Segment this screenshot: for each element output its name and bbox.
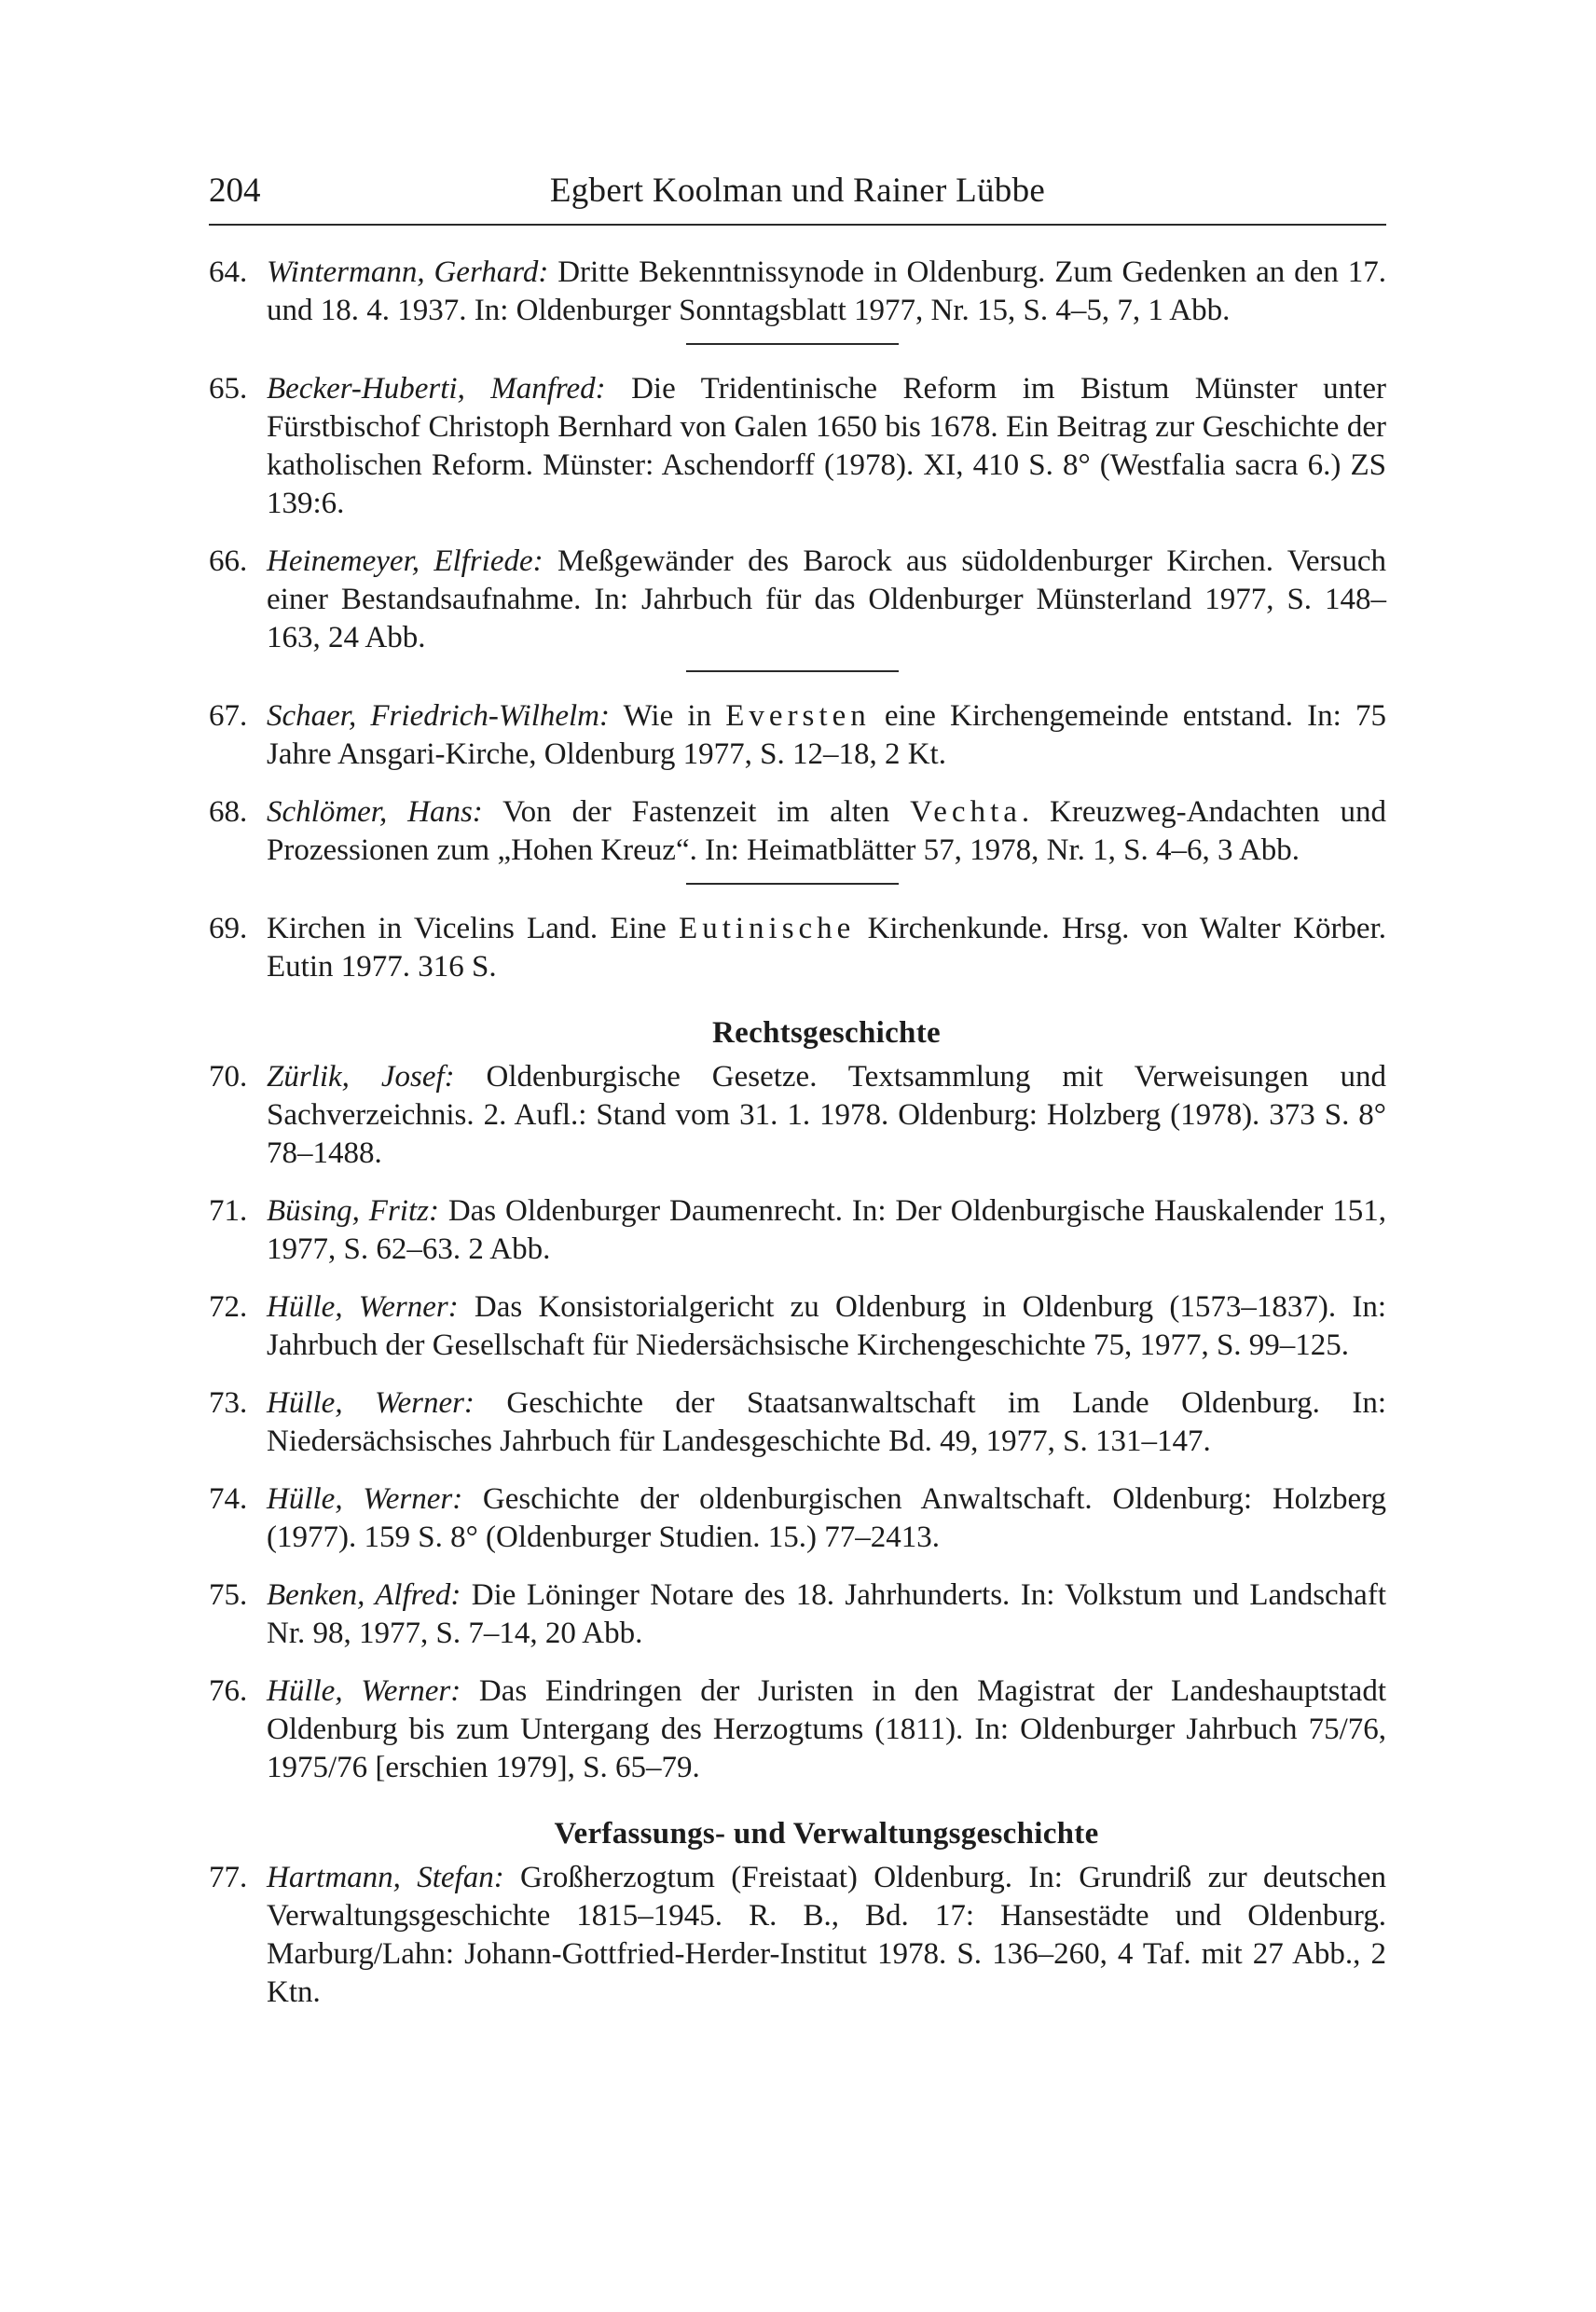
- entry-author: Schaer, Friedrich-Wilhelm:: [267, 699, 611, 733]
- bibliography-entry-70: [209, 1058, 1386, 1173]
- entry-author: Hülle, Werner:: [267, 1290, 459, 1324]
- entry-number: 76.: [209, 1674, 248, 1708]
- entry-author: Wintermann, Gerhard:: [267, 255, 549, 289]
- entry-number: 69.: [209, 912, 248, 945]
- bibliography-entry-68: [209, 793, 1386, 870]
- bibliography-entry-65: [209, 370, 1386, 523]
- section-heading-verwaltungsgeschichte: Verfassungs- und Verwaltungsgeschichte: [554, 1817, 1099, 1851]
- entry-text: Das Oldenburger Daumenrecht. In: Der Oldenburgische Hauskalender 151, 1977, S. 62–63. 2 Abb.: [267, 1194, 1386, 1266]
- entry-number: 70.: [209, 1060, 248, 1094]
- entry-number: 75.: [209, 1578, 248, 1612]
- entry-author: Becker-Huberti, Manfred:: [267, 372, 606, 406]
- entry-number: 64.: [209, 255, 248, 289]
- entry-author: Hartmann, Stefan:: [267, 1861, 504, 1894]
- page-header: [209, 168, 1386, 214]
- entry-text: . Kreuzweg-Andachten und Prozessionen zum „Hohen Kreuz“. In: Heimatblätter 57, 1978, Nr. 1, S. 4–6, 3 Abb.: [267, 795, 1386, 867]
- separator-rule: [686, 343, 899, 345]
- bibliography-entry-76: [209, 1672, 1386, 1787]
- entry-text: Geschichte der Staatsanwaltschaft im Lande Oldenburg. In: Niedersächsisches Jahrbuch für Landesgeschichte Bd. 49, 1977, S. 131–147.: [267, 1386, 1386, 1458]
- entry-author: Zürlik, Josef:: [267, 1060, 455, 1094]
- entry-text: Das Eindringen der Juristen in den Magistrat der Landeshauptstadt Oldenburg bis zum Untergang des Herzogtums (1811). In: Oldenburger Jahrbuch 75/76, 1975/76 [erschien 1979], S. 65–79.: [267, 1674, 1386, 1784]
- entry-number: 67.: [209, 699, 248, 733]
- entry-text: Von der Fastenzeit im alten: [482, 795, 911, 829]
- entry-text: Dritte Bekenntnissynode in Oldenburg. Zum Gedenken an den 17. und 18. 4. 1937. In: Oldenburger Sonntagsblatt 1977, Nr. 15, S. 4–5, 7, 1 Abb.: [267, 255, 1386, 327]
- entry-text: eine Kirchengemeinde entstand. In: 75 Jahre Ansgari-Kirche, Oldenburg 1977, S. 12–18, 2 Kt.: [267, 699, 1386, 771]
- bibliography-entry-64: [209, 254, 1386, 330]
- entry-number: 77.: [209, 1861, 248, 1894]
- entry-author: Benken, Alfred:: [267, 1578, 461, 1612]
- header-rule: [209, 224, 1386, 226]
- entry-author: Hülle, Werner:: [267, 1482, 463, 1516]
- entry-text: Großherzogtum (Freistaat) Oldenburg. In: Grundriß zur deutschen Verwaltungsgeschichte 1815–1945. R. B., Bd. 17: Hansestädte und Oldenburg. Marburg/Lahn: Johann-Gottfried-Herder-Institut 1978. S. 136–260, 4 Taf. mit 27 Abb., 2 Ktn.: [267, 1861, 1386, 2009]
- entry-number: 71.: [209, 1194, 248, 1228]
- entry-author: Schlömer, Hans:: [267, 795, 483, 829]
- entry-text: Oldenburgische Gesetze. Textsammlung mit Verweisungen und Sachverzeichnis. 2. Aufl.: Stand vom 31. 1. 1978. Oldenburg: Holzberg (1978). 373 S. 8° 78–1488.: [267, 1060, 1386, 1170]
- entry-number: 72.: [209, 1290, 248, 1324]
- entry-place-name: Vechta: [910, 795, 1022, 829]
- entry-number: 68.: [209, 795, 248, 829]
- separator-rule: [686, 883, 899, 885]
- bibliography-entry-72: [209, 1288, 1386, 1365]
- bibliography-entry-77: [209, 1859, 1386, 2012]
- entry-number: 73.: [209, 1386, 248, 1420]
- entry-number: 65.: [209, 372, 248, 406]
- entry-number: 74.: [209, 1482, 248, 1516]
- bibliography-entry-75: [209, 1576, 1386, 1653]
- bibliography-entry-74: [209, 1480, 1386, 1557]
- section-heading-rechtsgeschichte: Rechtsgeschichte: [712, 1016, 941, 1050]
- bibliography-entry-73: [209, 1384, 1386, 1461]
- bibliography-entry-69: [209, 910, 1386, 986]
- separator-rule: [686, 670, 899, 672]
- entry-author: Heinemeyer, Elfriede:: [267, 544, 543, 578]
- entry-text: Die Tridentinische Reform im Bistum Münster unter Fürstbischof Christoph Bernhard von Galen 1650 bis 1678. Ein Beitrag zur Geschichte der katholischen Reform. Münster: Aschendorff (1978). XI, 410 S. 8° (Westfalia sacra 6.) ZS 139:6.: [267, 372, 1386, 520]
- entry-author: Hülle, Werner:: [267, 1674, 461, 1708]
- bibliography-entry-67: [209, 697, 1386, 774]
- running-title: Egbert Koolman und Rainer Lübbe: [549, 172, 1046, 210]
- entry-text: Die Löninger Notare des 18. Jahrhunderts. In: Volkstum und Landschaft Nr. 98, 1977, S. 7–14, 20 Abb.: [267, 1578, 1386, 1650]
- entry-text: Das Konsistorialgericht zu Oldenburg in Oldenburg (1573–1837). In: Jahrbuch der Gesellschaft für Niedersächsische Kirchengeschichte 75, 1977, S. 99–125.: [267, 1290, 1386, 1362]
- entry-text: Meßgewänder des Barock aus südoldenburger Kirchen. Versuch einer Bestandsaufnahme. In: Jahrbuch für das Oldenburger Münsterland 1977, S. 148–163, 24 Abb.: [267, 544, 1386, 654]
- entry-author: Büsing, Fritz:: [267, 1194, 439, 1228]
- entry-text: Kirchen in Vicelins Land. Eine: [267, 912, 680, 945]
- entry-spaced-word: Eutinische: [679, 912, 856, 945]
- bibliography-list: [209, 254, 1386, 2012]
- entry-text: Wie in: [610, 699, 726, 733]
- entry-text: Kirchenkunde. Hrsg. von Walter Körber. Eutin 1977. 316 S.: [267, 912, 1387, 984]
- entry-text: Geschichte der oldenburgischen Anwaltschaft. Oldenburg: Holzberg (1977). 159 S. 8° (Oldenburger Studien. 15.) 77–2413.: [267, 1482, 1387, 1554]
- page-number: 204: [209, 172, 261, 210]
- entry-author: Hülle, Werner:: [267, 1386, 475, 1420]
- bibliography-entry-71: [209, 1192, 1386, 1269]
- entry-place-name: Eversten: [725, 699, 871, 733]
- entry-number: 66.: [209, 544, 248, 578]
- bibliography-entry-66: [209, 543, 1386, 657]
